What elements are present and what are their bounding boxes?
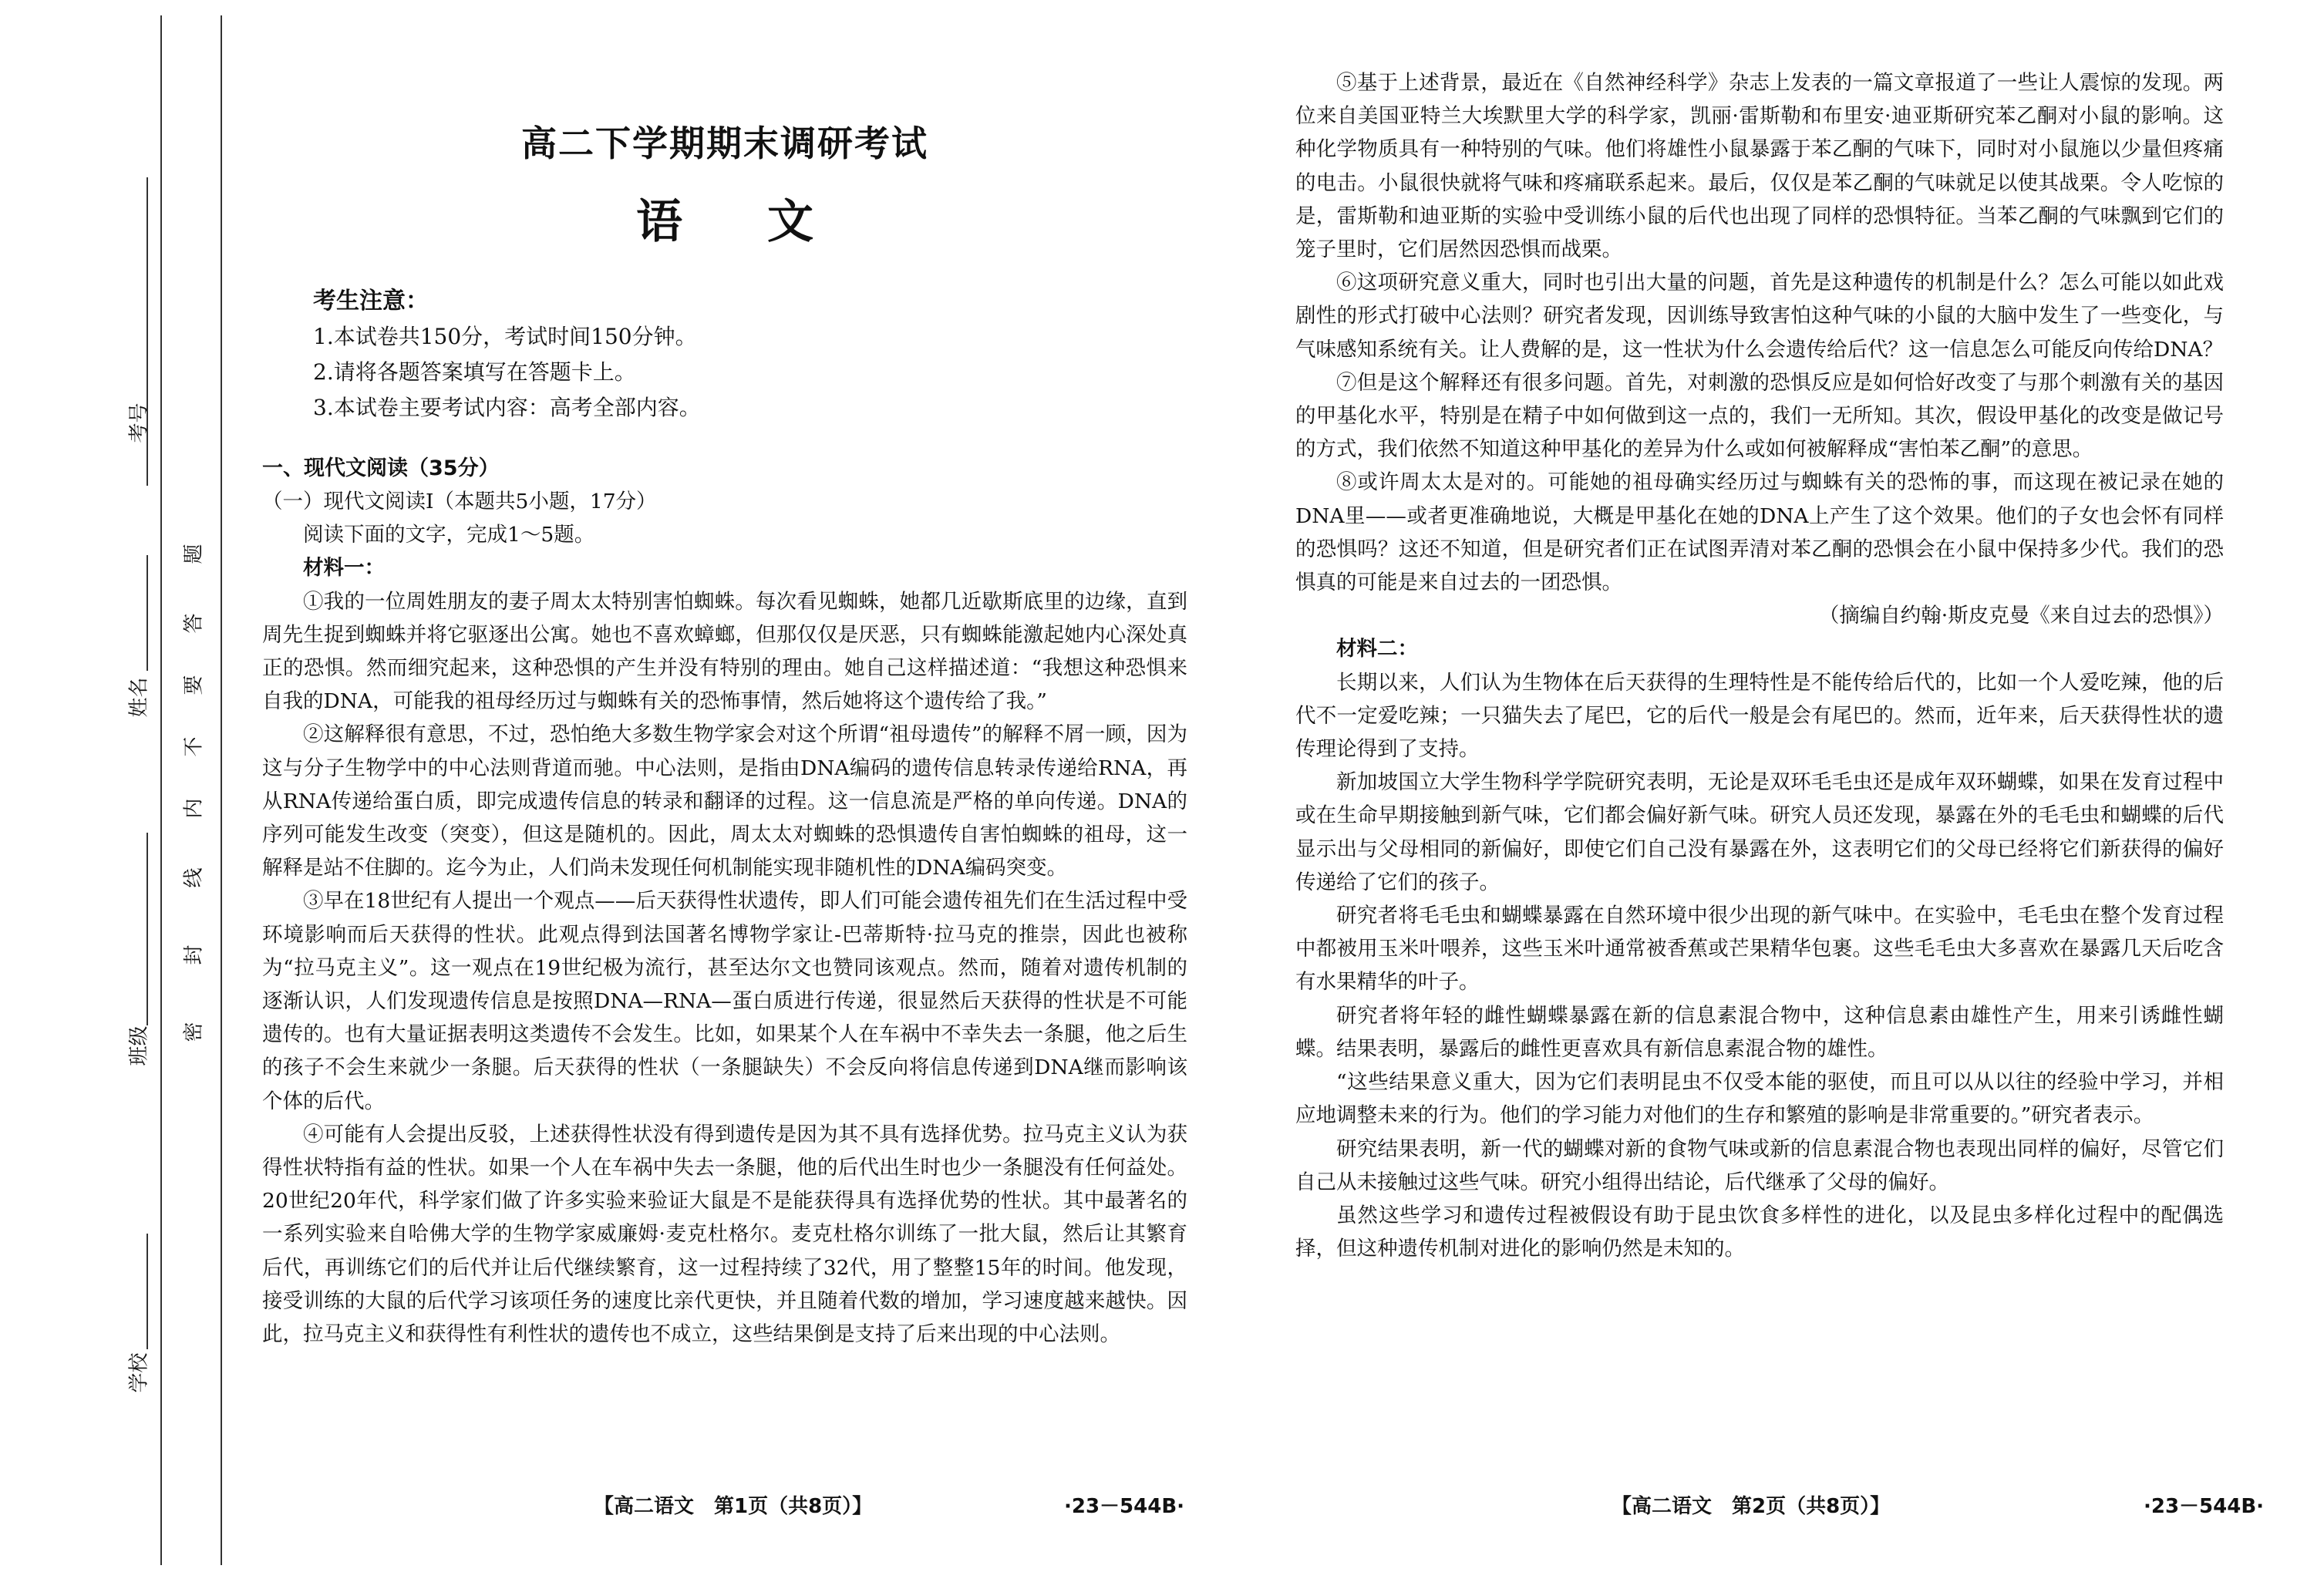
name-line: [147, 555, 148, 671]
name-label: 姓名: [127, 677, 151, 718]
page-footer-left: 【高二语文 第2页（共8页）】: [1612, 1495, 1891, 1518]
instruction: 阅读下面的文字，完成1～5题。: [303, 523, 595, 547]
subsection-heading: （一）现代文阅读Ⅰ（本题共5小题，17分）: [262, 490, 657, 513]
binding-border-line-inner: [221, 15, 222, 1565]
material-label: 材料一：: [303, 556, 385, 581]
paragraph: “这些结果意义重大，因为它们表明昆虫不仅受本能的驱使，而且可以从以往的经验中学习，并相应地调整未来的行为。他们的学习能力对他们的生存和繁殖的影响是非常重要的。”研究者表示。: [1295, 1070, 2224, 1128]
source-citation: （摘编自约翰·斯皮克曼《来自过去的恐惧》）: [1818, 604, 2224, 628]
paragraph: ⑤基于上述背景，最近在《自然神经科学》杂志上发表的一篇文章报道了一些让人震惊的发现。两位来自美国亚特兰大埃默里大学的科学家，凯丽·雷斯勒和布里安·迪亚斯研究苯乙酮对小鼠的影响。这种化学物质具有一种特别的气味。他们将雄性小鼠暴露于苯乙酮的气味下，同时对小鼠施以少量但疼痛的电击。小鼠很快就将气味和疼痛联系起来。最后，仅仅是苯乙酮的气味就足以使其战栗。令人吃惊的是，雷斯勒和迪亚斯的实验中受训练小鼠的后代也出现了同样的恐惧特征。当苯乙酮的气味飘到它们的笼子里时，它们居然因恐惧而战栗。: [1295, 71, 2224, 262]
seal-char: 答: [182, 613, 206, 634]
paragraph: 长期以来，人们认为生物体在后天获得的生理特性是不能传给后代的，比如一个人爱吃辣，他的后代不一定爱吃辣；一只猫失去了尾巴，它的后代一般是会有尾巴的。然而，近年来，后天获得性状的遗传理论得到了支持。: [1295, 670, 2224, 762]
page-code: ·23－544B·: [1064, 1495, 1185, 1518]
paragraph: 虽然这些学习和遗传过程被假设有助于昆虫饮食多样性的进化，以及昆虫多样化过程中的配偶选择，但这种遗传机制对进化的影响仍然是未知的。: [1295, 1203, 2224, 1261]
class-label: 班级: [127, 1025, 151, 1066]
exam-title: 高二下学期期末调研考试: [521, 123, 928, 164]
section-heading: 一、现代文阅读（35分）: [262, 456, 500, 480]
paragraph: 研究者将毛毛虫和蝴蝶暴露在自然环境中很少出现的新气味中。在实验中，毛毛虫在整个发育过程中都被用玉米叶喂养，这些玉米叶通常被香蕉或芒果精华包裹。这些毛毛虫大多喜欢在暴露几天后吃含有水果精华的叶子。: [1295, 904, 2224, 995]
paragraph: ①我的一位周姓朋友的妻子周太太特别害怕蜘蛛。每次看见蜘蛛，她都几近歇斯底里的边缘，直到周先生捉到蜘蛛并将它驱逐出公寓。她也不喜欢蟑螂，但那仅仅是厌恶，只有蜘蛛能激起她内心深处真正的恐惧。然而细究起来，这种恐惧的产生并没有特别的理由。她自己这样描述道：“我想这种恐惧来自我的DNA，可能我的祖母经历过与蜘蛛有关的恐怖事情，然后她将这个遗传给了我。”: [262, 589, 1187, 714]
seal-char: 密: [182, 1022, 206, 1042]
page-footer-left: 【高二语文 第1页（共8页）】: [594, 1495, 873, 1518]
seal-char: 题: [182, 544, 206, 564]
seal-char: 要: [182, 675, 206, 695]
paragraph: ②这解释很有意思，不过，恐怕绝大多数生物学家会对这个所谓“祖母遗传”的解释不屑一顾，因为这与分子生物学中的中心法则背道而驰。中心法则，是指由DNA编码的遗传信息转录传递给RNA，再从RNA传递给蛋白质，即完成遗传信息的转录和翻译的过程。这一信息流是严格的单向传递。DNA的序列可能发生改变（突变），但这是随机的。因此，周太太对蜘蛛的恐惧遗传自害怕蜘蛛的祖母，这一解释是站不住脚的。迄今为止，人们尚未发现任何机制能实现非随机性的DNA编码突变。: [262, 722, 1187, 880]
notice-item: 1.本试卷共150分，考试时间150分钟。: [313, 324, 697, 349]
seal-char: 内: [182, 798, 206, 819]
notice-heading: 考生注意：: [313, 288, 429, 315]
paragraph: ⑧或许周太太是对的。可能她的祖母确实经历过与蜘蛛有关的恐怖的事，而这现在被记录在她的DNA里——或者更准确地说，大概是甲基化在她的DNA上产生了这个效果。他们的子女也会怀有同样的恐惧吗？这还不知道，但是研究者们正在试图弄清对苯乙酮的恐惧会在小鼠中保持多少代。我们的恐惧真的可能是来自过去的一团恐惧。: [1295, 470, 2224, 595]
seal-char: 封: [182, 944, 206, 965]
seal-char: 线: [182, 867, 206, 888]
exam-number-label: 考号: [127, 402, 151, 443]
class-line: [147, 833, 148, 1025]
reading-section: [262, 452, 1187, 1351]
seal-char: 不: [182, 736, 206, 757]
material-label: 材料二：: [1336, 637, 1418, 662]
paragraph: 研究结果表明，新一代的蝴蝶对新的食物气味或新的信息素混合物也表现出同样的偏好，尽管它们自己从未接触过这些气味。研究小组得出结论，后代继承了父母的偏好。: [1295, 1136, 2224, 1194]
paragraph: ⑥这项研究意义重大，同时也引出大量的问题，首先是这种遗传的机制是什么？怎么可能以如此戏剧性的形式打破中心法则？研究者发现，因训练导致害怕这种气味的小鼠的大脑中发生了一些变化，与气味感知系统有关。让人费解的是，这一性状为什么会遗传给后代？这一信息怎么可能反向传给DNA？: [1295, 271, 2224, 362]
page-code: ·23－544B·: [2144, 1495, 2265, 1518]
paragraph: ④可能有人会提出反驳，上述获得性状没有得到遗传是因为其不具有选择优势。拉马克主义认为获得性状特指有益的性状。如果一个人在车祸中失去一条腿，他的后代出生时也少一条腿没有任何益处。20世纪20年代，科学家们做了许多实验来验证大鼠是不是能获得具有选择优势的性状。其中最著名的一系列实验来自哈佛大学的生物学家威廉姆·麦克杜格尔。麦克杜格尔训练了一批大鼠，然后让其繁育后代，再训练它们的后代并让后代继续繁育，这一过程持续了32代，用了整整15年的时间。他发现，接受训练的大鼠的后代学习该项任务的速度比亲代更快，并且随着代数的增加，学习速度越来越快。因此，拉马克主义和获得性有利性状的遗传也不成立，这些结果倒是支持了后来出现的中心法则。: [262, 1122, 1187, 1347]
subject-title: 语文: [636, 195, 898, 249]
paragraph: ⑦但是这个解释还有很多问题。首先，对刺激的恐惧反应是如何恰好改变了与那个刺激有关的基因的甲基化水平，特别是在精子中如何做到这一点的，我们一无所知。其次，假设甲基化的改变是做记号的方式，我们依然不知道这种甲基化的差异为什么或如何被解释成“害怕苯乙酮”的意思。: [1295, 370, 2224, 462]
paragraph: ③早在18世纪有人提出一个观点——后天获得性状遗传，即人们可能会遗传祖先们在生活过程中受环境影响而后天获得的性状。此观点得到法国著名博物学家让-巴蒂斯特·拉马克的推崇，因此也被称为“拉马克主义”。这一观点在19世纪极为流行，甚至达尔文也赞同该观点。然而，随着对遗传机制的逐渐认识，人们发现遗传信息是按照DNA—RNA—蛋白质进行传递，很显然后天获得的性状是不可能遗传的。也有大量证据表明这类遗传不会发生。比如，如果某个人在车祸中不幸失去一条腿，他之后生的孩子不会生来就少一条腿。后天获得的性状（一条腿缺失）不会反向将信息传递到DNA继而影响该个体的后代。: [262, 889, 1187, 1113]
candidate-notice: [313, 284, 1187, 426]
paragraph: 研究者将年轻的雌性蝴蝶暴露在新的信息素混合物中，这种信息素由雄性产生，用来引诱雌性蝴蝶。结果表明，暴露后的雌性更喜欢具有新信息素混合物的雄性。: [1295, 1003, 2224, 1061]
binding-border-line: [160, 15, 162, 1565]
school-label: 学校: [127, 1352, 151, 1393]
notice-item: 3.本试卷主要考试内容：高考全部内容。: [313, 395, 701, 420]
page-1: [262, 0, 1187, 1351]
school-line: [147, 1234, 148, 1349]
notice-item: 2.请将各题答案填写在答题卡上。: [313, 359, 636, 385]
page-2: [1295, 66, 2224, 1265]
paragraph: 新加坡国立大学生物科学学院研究表明，无论是双环毛毛虫还是成年双环蝴蝶，如果在发育过程中或在生命早期接触到新气味，它们都会偏好新气味。研究人员还发现，暴露在外的毛毛虫和蝴蝶的后代显示出与父母相同的新偏好，即使它们自己没有暴露在外，这表明它们的父母已经将它们新获得的偏好传递给了它们的孩子。: [1295, 770, 2224, 894]
